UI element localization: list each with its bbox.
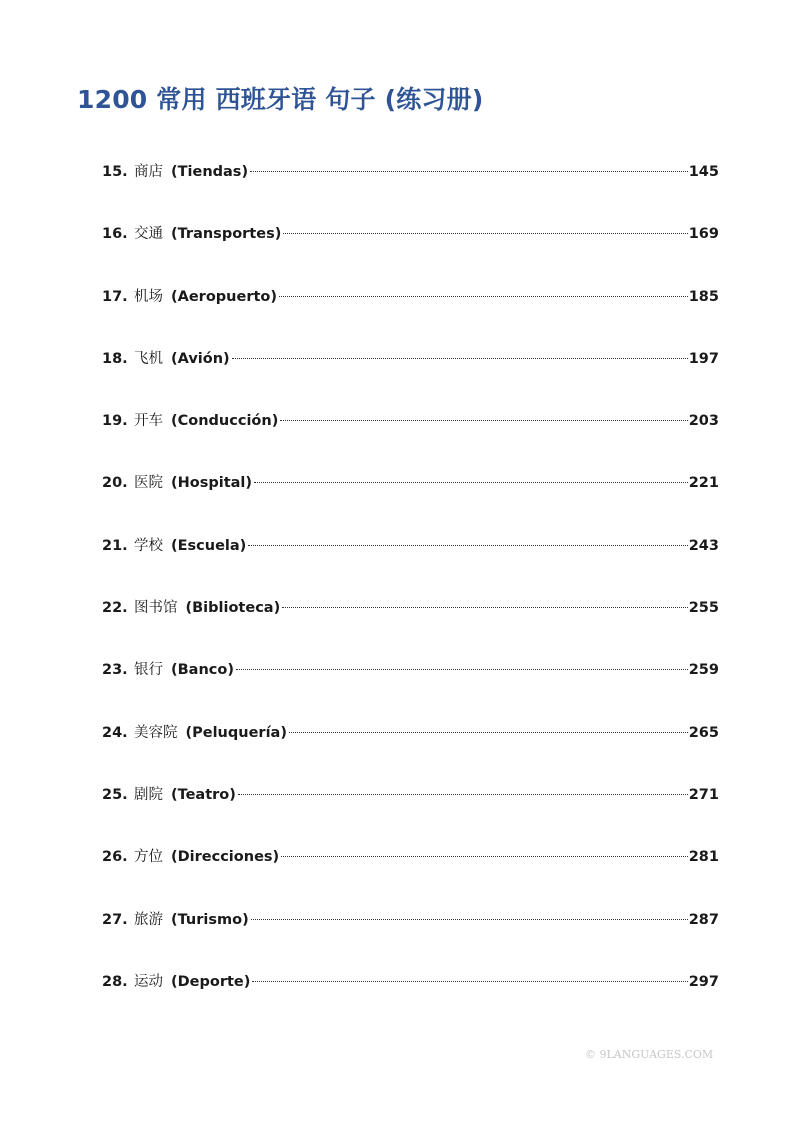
toc-number: 17. — [102, 288, 128, 305]
toc-spanish-title: (Transportes) — [171, 226, 282, 243]
toc-spanish-title: (Escuela) — [171, 537, 247, 554]
toc-entry[interactable] — [102, 161, 719, 223]
dot-leader — [248, 545, 687, 546]
dot-leader — [251, 919, 688, 920]
toc-entry[interactable] — [102, 722, 719, 784]
toc-number: 22. — [102, 600, 128, 617]
toc-chinese-title: 旅游 — [134, 911, 163, 928]
toc-number: 27. — [102, 911, 128, 928]
toc-number: 24. — [102, 724, 128, 741]
dot-leader — [254, 482, 688, 483]
toc-chinese-title: 剧院 — [134, 786, 163, 803]
copyright-watermark: © 9LANGUAGES.COM — [585, 1048, 714, 1061]
toc-chinese-title: 开车 — [134, 413, 163, 430]
toc-entry[interactable] — [102, 784, 719, 846]
toc-chinese-title: 银行 — [134, 662, 163, 679]
toc-entry[interactable] — [102, 971, 719, 1033]
toc-chinese-title: 方位 — [134, 849, 163, 866]
toc-page-number: 259 — [688, 662, 719, 679]
toc-page-number: 185 — [688, 288, 719, 305]
toc-number: 25. — [102, 786, 128, 803]
toc-chinese-title: 学校 — [134, 537, 163, 554]
toc-number: 18. — [102, 350, 128, 367]
dot-leader — [289, 732, 688, 733]
dot-leader — [236, 669, 688, 670]
toc-number: 28. — [102, 973, 128, 990]
toc-spanish-title: (Conducción) — [171, 413, 279, 430]
toc-chinese-title: 机场 — [134, 288, 163, 305]
toc-spanish-title: (Peluquería) — [185, 724, 287, 741]
toc-spanish-title: (Tiendas) — [171, 164, 249, 180]
toc-number: 19. — [102, 413, 128, 430]
toc-number: 20. — [102, 475, 128, 492]
dot-leader — [250, 171, 688, 172]
toc-chinese-title: 医院 — [134, 475, 163, 492]
toc-page-number: 287 — [688, 911, 719, 928]
toc-page-number: 297 — [688, 973, 719, 990]
toc-number: 26. — [102, 849, 128, 866]
toc-entry[interactable] — [102, 286, 719, 348]
toc-entry[interactable] — [102, 659, 719, 721]
toc-page-number: 221 — [688, 475, 719, 492]
dot-leader — [279, 296, 688, 297]
dot-leader — [238, 794, 688, 795]
toc-spanish-title: (Teatro) — [171, 786, 236, 803]
dot-leader — [280, 420, 687, 421]
toc-number: 15. — [102, 164, 128, 180]
toc-number: 21. — [102, 537, 128, 554]
toc-entry[interactable] — [102, 348, 719, 410]
toc-chinese-title: 交通 — [134, 226, 163, 243]
toc-page-number: 203 — [688, 413, 719, 430]
toc-chinese-title: 运动 — [134, 973, 163, 990]
toc-entry[interactable] — [102, 410, 719, 472]
dot-leader — [283, 233, 687, 234]
toc-spanish-title: (Aeropuerto) — [171, 288, 278, 305]
toc-spanish-title: (Biblioteca) — [185, 600, 281, 617]
dot-leader — [282, 607, 688, 608]
toc-spanish-title: (Avión) — [171, 350, 230, 367]
toc-page-number: 271 — [688, 786, 719, 803]
toc-page-number: 243 — [688, 537, 719, 554]
dot-leader — [281, 856, 688, 857]
toc-entry[interactable] — [102, 472, 719, 534]
toc-spanish-title: (Direcciones) — [171, 849, 280, 866]
toc-number: 16. — [102, 226, 128, 243]
toc-chinese-title: 美容院 — [134, 724, 178, 741]
toc-page-number: 197 — [688, 350, 719, 367]
toc-number: 23. — [102, 662, 128, 679]
toc-chinese-title: 飞机 — [134, 350, 163, 367]
page-title: 1200 常用 西班牙语 句子 (练习册) — [77, 85, 484, 114]
toc-spanish-title: (Turismo) — [171, 911, 249, 928]
toc-spanish-title: (Deporte) — [171, 973, 251, 990]
toc-spanish-title: (Hospital) — [171, 475, 253, 492]
dot-leader — [232, 358, 688, 359]
table-of-contents — [102, 161, 719, 1033]
toc-page-number: 145 — [688, 164, 719, 180]
toc-page-number: 255 — [688, 600, 719, 617]
toc-entry[interactable] — [102, 535, 719, 597]
toc-page-number: 281 — [688, 849, 719, 866]
toc-entry[interactable] — [102, 597, 719, 659]
toc-chinese-title: 图书馆 — [134, 600, 178, 617]
toc-chinese-title: 商店 — [134, 164, 163, 180]
toc-entry[interactable] — [102, 909, 719, 971]
dot-leader — [252, 981, 687, 982]
toc-page-number: 265 — [688, 724, 719, 741]
toc-page-number: 169 — [688, 226, 719, 243]
toc-entry[interactable] — [102, 223, 719, 285]
toc-spanish-title: (Banco) — [171, 662, 234, 679]
toc-entry[interactable] — [102, 846, 719, 908]
